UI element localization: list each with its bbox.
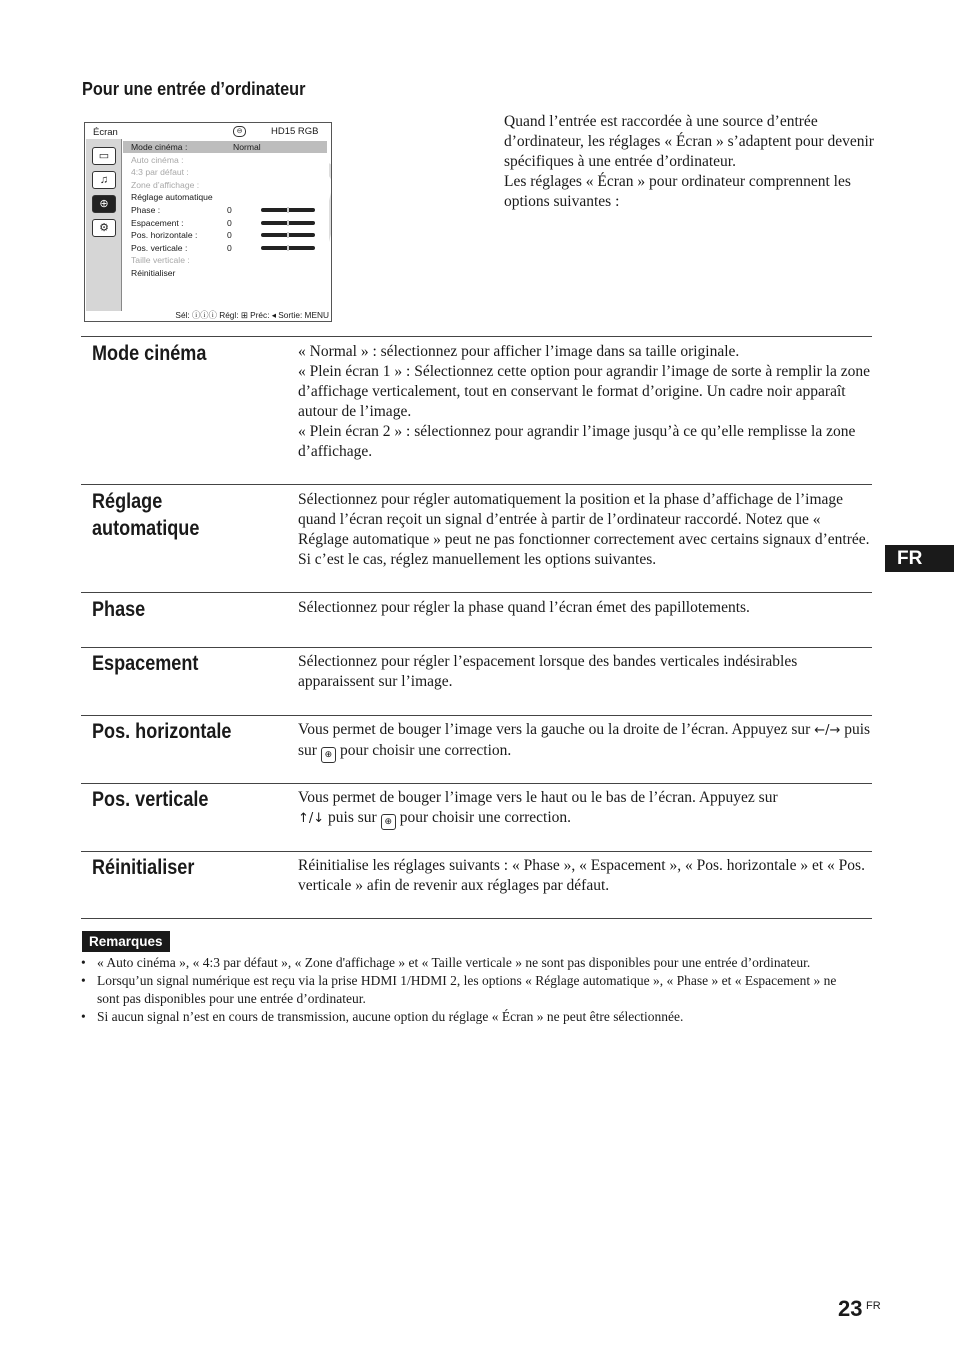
osd-row-label: Pos. horizontale : bbox=[131, 230, 198, 241]
osd-title: Écran bbox=[93, 127, 118, 138]
divider bbox=[81, 851, 872, 852]
osd-slider-mark bbox=[287, 207, 289, 213]
osd-slider-mark bbox=[287, 220, 289, 226]
desc-line bbox=[298, 788, 874, 830]
note-item: • Si aucun signal n’est en cours de transmission, aucune option du réglage « Écran » ne peut être sélectionnée. bbox=[80, 1008, 840, 1026]
note-item: • Lorsqu’un signal numérique est reçu via la prise HDMI 1/HDMI 2, les options « Réglage automatique », « Phase » et « Espacement » ne sont pas disponibles pour une entrée d’ordinateur. bbox=[80, 972, 840, 1008]
language-tab: FR bbox=[885, 545, 954, 572]
note-item: • « Auto cinéma », « 4:3 par défaut », « Zone d'affichage » et « Taille verticale » ne sont pas disponibles pour une entrée d’ordinateur. bbox=[80, 954, 840, 972]
osd-row-label: Taille verticale : bbox=[131, 255, 190, 266]
osd-row bbox=[123, 229, 327, 241]
osd-row-label: Auto cinéma : bbox=[131, 154, 184, 165]
osd-row-value: 0 bbox=[227, 242, 232, 253]
desc-text: puis sur bbox=[298, 721, 871, 759]
desc-line: Sélectionnez pour régler automatiquement la position et la phase d’affichage de l’image quand l’écran reçoit un signal d’entrée à partir de l’ordinateur raccordé. Notez que « Réglage automatique » peut ne pas fonctionner correctement avec certains signaux d’entrée. Si c’est le cas, réglez manuellement les options suivantes. bbox=[298, 491, 870, 568]
term-reglage-automatique: Réglage automatique bbox=[92, 490, 200, 540]
osd-row bbox=[123, 154, 327, 166]
up-down-arrow-icon: ↑/↓ bbox=[298, 811, 325, 826]
osd-row-value: 0 bbox=[227, 205, 232, 215]
desc-line: « Plein écran 1 » : Sélectionnez cette option pour agrandir l’image de sorte à remplir la zone d’affichage verticalement, tout en conservant le format d’origine. Un cadre noir apparaît autour de l’image. bbox=[298, 363, 870, 420]
section-title: Pour une entrée d’ordinateur bbox=[82, 78, 306, 99]
divider bbox=[81, 918, 872, 919]
osd-row-label: Pos. verticale : bbox=[131, 242, 188, 253]
divider bbox=[81, 647, 872, 648]
input-icon: ⊕ bbox=[92, 195, 116, 213]
enter-button-icon: ⊕ bbox=[321, 747, 336, 763]
intro-paragraph: Quand l’entrée est raccordée à une source d’entrée d’ordinateur, les réglages « Écran » s’adaptent pour devenir spécifiques à une entrée d’ordinateur. bbox=[504, 113, 874, 170]
desc-line: Sélectionnez pour régler la phase quand l’écran émet des papillotements. bbox=[298, 599, 750, 616]
desc-pos-verticale bbox=[298, 788, 874, 830]
sound-icon: ♫ bbox=[92, 171, 116, 189]
divider bbox=[81, 783, 872, 784]
osd-footer-text: Sél: ⓘⓘⓘ Régl: ⊞ Préc: ◂ Sortie: MENU bbox=[171, 309, 329, 321]
settings-icon: ⚙ bbox=[92, 219, 116, 237]
osd-slider-bar bbox=[261, 233, 315, 237]
screen-icon: ▭ bbox=[92, 147, 116, 165]
osd-slider-mark bbox=[287, 232, 289, 238]
desc-line: « Normal » : sélectionnez pour afficher l’image dans sa taille originale. bbox=[298, 343, 740, 360]
divider bbox=[81, 715, 872, 716]
desc-reinitialiser bbox=[298, 856, 874, 896]
desc-mode-cinema bbox=[298, 342, 874, 462]
osd-row-label: Zone d’affichage : bbox=[131, 179, 200, 190]
notes-label: Remarques bbox=[82, 931, 170, 952]
osd-screen-menu bbox=[84, 122, 332, 322]
osd-row bbox=[123, 267, 327, 279]
desc-line: « Plein écran 2 » : sélectionnez pour agrandir l’image jusqu’à ce qu’elle remplisse la zone d’affichage. bbox=[298, 423, 856, 460]
osd-slider-bar bbox=[261, 221, 315, 225]
left-right-arrow-icon: ←/→ bbox=[814, 723, 841, 738]
term-pos-horizontale: Pos. horizontale bbox=[92, 720, 232, 743]
osd-row bbox=[123, 166, 327, 178]
desc-pos-horizontale bbox=[298, 720, 874, 763]
term-pos-verticale: Pos. verticale bbox=[92, 788, 209, 811]
desc-text: puis sur bbox=[328, 809, 377, 826]
notes-list bbox=[80, 954, 840, 1026]
osd-slider-bar bbox=[261, 208, 315, 212]
osd-row-value: Normal bbox=[233, 142, 261, 152]
divider bbox=[81, 484, 872, 485]
osd-source: HD15 RGB bbox=[271, 126, 319, 137]
intro-paragraph: Les réglages « Écran » pour ordinateur comprennent les options suivantes : bbox=[504, 173, 851, 210]
divider bbox=[81, 336, 872, 337]
osd-row-value: 0 bbox=[227, 230, 232, 241]
osd-row bbox=[123, 254, 327, 266]
divider bbox=[81, 592, 872, 593]
desc-reglage-automatique bbox=[298, 490, 874, 570]
desc-line: Réinitialise les réglages suivants : « Phase », « Espacement », « Pos. horizontale » et « Pos. verticale » afin de revenir aux réglages par défaut. bbox=[298, 857, 865, 894]
osd-row-value: 0 bbox=[227, 217, 232, 228]
osd-row bbox=[123, 217, 327, 229]
osd-row-label: Réglage automatique bbox=[131, 192, 213, 203]
osd-row-label: 4:3 par défaut : bbox=[131, 167, 189, 178]
osd-row bbox=[123, 204, 327, 216]
term-phase: Phase bbox=[92, 598, 146, 621]
term-reinitialiser: Réinitialiser bbox=[92, 856, 195, 879]
desc-espacement bbox=[298, 652, 874, 692]
term-mode-cinema: Mode cinéma bbox=[92, 342, 207, 365]
enter-button-icon: ⊕ bbox=[381, 814, 396, 830]
desc-text: pour choisir une correction. bbox=[339, 742, 512, 759]
osd-row bbox=[123, 242, 327, 254]
input-icon: ⊖ bbox=[233, 126, 246, 137]
osd-menu-list bbox=[123, 139, 329, 311]
desc-text: Vous permet de bouger l’image vers le haut ou le bas de l’écran. Appuyez sur bbox=[298, 789, 778, 806]
desc-text: Vous permet de bouger l’image vers la gauche ou la droite de l’écran. Appuyez sur bbox=[298, 721, 811, 738]
osd-footer bbox=[89, 309, 329, 321]
osd-row bbox=[123, 141, 327, 153]
desc-line: Sélectionnez pour régler l’espacement lorsque des bandes verticales indésirables apparaissent sur l’image. bbox=[298, 653, 798, 690]
osd-slider-bar bbox=[261, 246, 315, 250]
desc-phase bbox=[298, 598, 874, 618]
page-number: 23 bbox=[838, 1296, 863, 1321]
desc-text: pour choisir une correction. bbox=[399, 809, 572, 826]
osd-row-label: Réinitialiser bbox=[131, 268, 176, 278]
osd-sidebar bbox=[86, 139, 122, 311]
intro-text bbox=[504, 112, 874, 212]
osd-row bbox=[123, 191, 327, 203]
osd-row bbox=[123, 179, 327, 191]
desc-line bbox=[298, 720, 874, 763]
osd-row-label: Phase : bbox=[131, 205, 161, 215]
osd-row-label: Espacement : bbox=[131, 217, 184, 228]
page-suffix: FR bbox=[866, 1300, 881, 1312]
osd-row-label: Mode cinéma : bbox=[131, 142, 188, 152]
osd-slider-mark bbox=[287, 245, 289, 251]
term-espacement: Espacement bbox=[92, 652, 199, 675]
